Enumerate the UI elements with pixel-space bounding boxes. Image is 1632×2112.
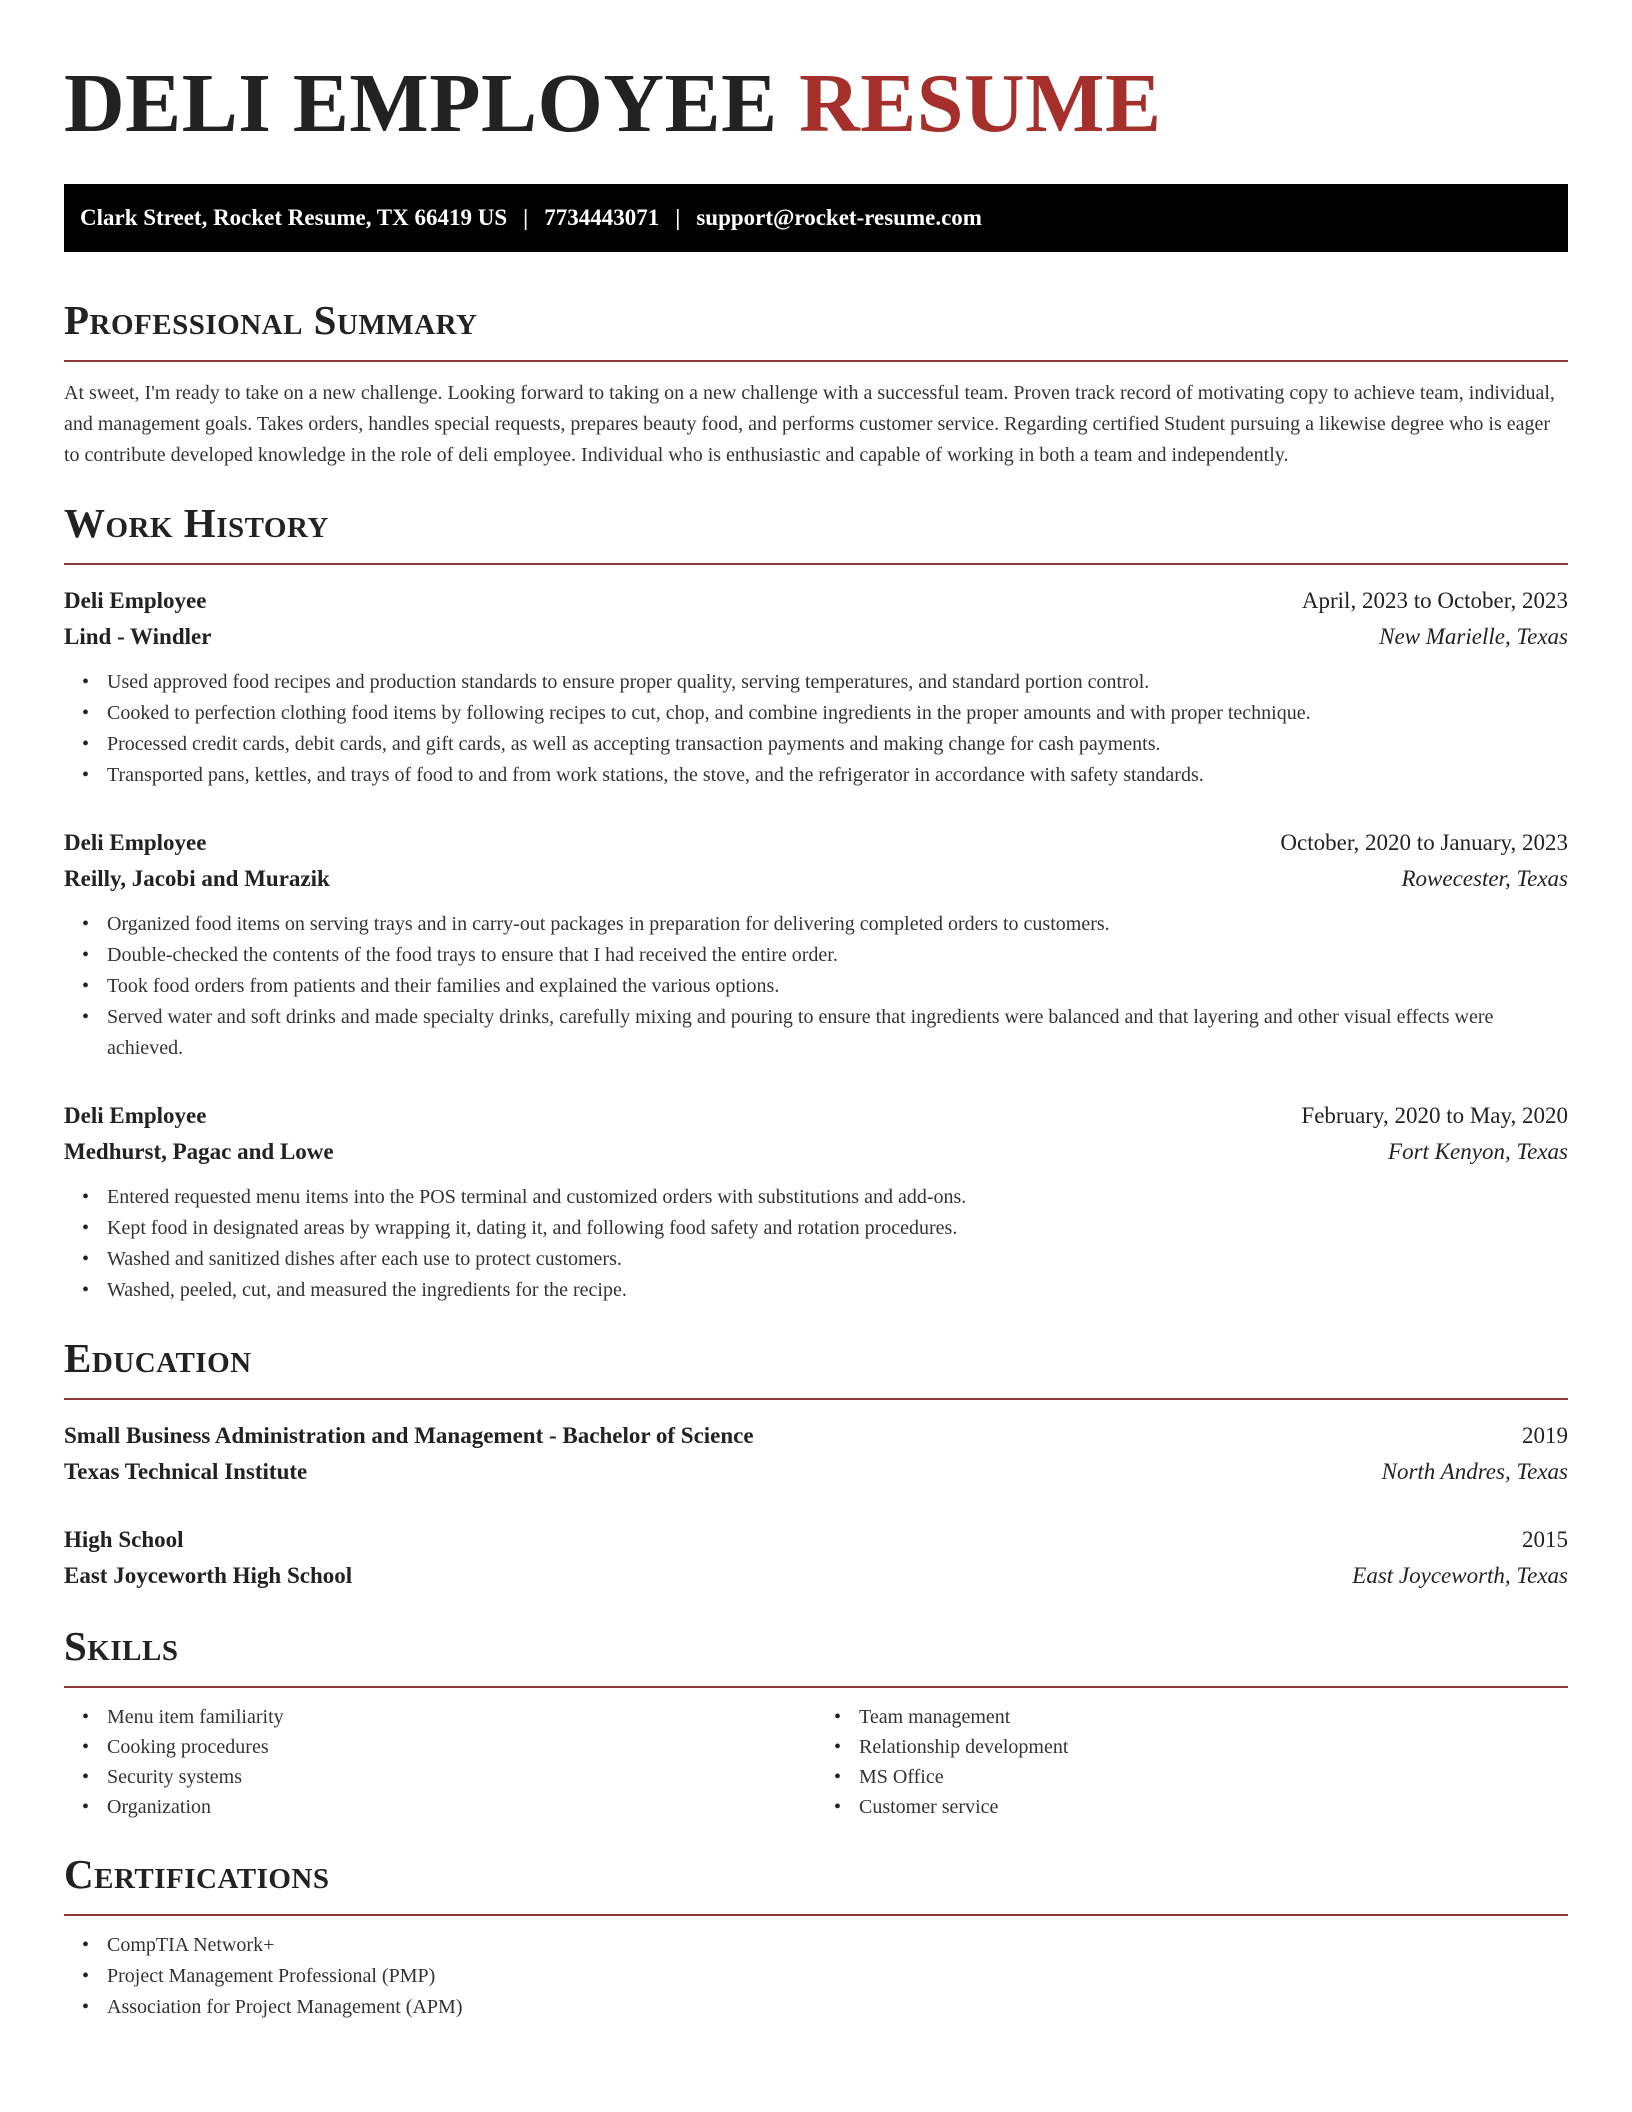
- job-duty: • Washed, peeled, cut, and measured the ingredients for the recipe.: [64, 1275, 1568, 1306]
- education-year: 2015: [1522, 1527, 1568, 1552]
- job-duty: • Organized food items on serving trays and in carry-out packages in preparation for delivering completed orders to customers.: [64, 909, 1568, 940]
- skills-section: [64, 1620, 1568, 1822]
- work-history-section: [64, 497, 1568, 1306]
- job-company: Lind - Windler: [64, 624, 212, 649]
- job-duty: • Used approved food recipes and production standards to ensure proper quality, serving temperatures, and standard portion control.: [64, 667, 1568, 698]
- skill-item: • MS Office: [816, 1762, 1568, 1792]
- title-main: DELI EMPLOYEE: [64, 57, 778, 150]
- contact-separator: |: [675, 205, 681, 230]
- education-degree: Small Business Administration and Management - Bachelor of Science: [64, 1423, 754, 1448]
- education-school: Texas Technical Institute: [64, 1459, 308, 1484]
- section-heading: Professional Summary: [64, 297, 478, 343]
- resume-title: [64, 58, 1568, 150]
- contact-bar: [64, 184, 1568, 252]
- skill-item: • Team management: [816, 1702, 1568, 1732]
- job-location: Rowecester, Texas: [1401, 866, 1568, 891]
- section-divider: [64, 1398, 1568, 1400]
- job-entry: [64, 583, 1568, 791]
- skill-item: • Menu item familiarity: [64, 1702, 816, 1732]
- contact-separator: |: [523, 205, 529, 230]
- education-entry: [64, 1522, 1568, 1594]
- summary-text: At sweet, I'm ready to take on a new challenge. Looking forward to taking on a new challenge with a successful team. Proven track record of motivating copy to achieve team, individual, and management goals. Takes orders, handles special requests, prepares beauty food, and performs customer service. Regarding certified Student pursuing a likewise degree who is eager to contribute developed knowledge in the role of deli employee. Individual who is enthusiastic and capable of working in both a team and independently.: [64, 382, 1555, 466]
- job-duty: • Entered requested menu items into the POS terminal and customized orders with substitutions and add-ons.: [64, 1182, 1568, 1213]
- education-degree: High School: [64, 1527, 184, 1552]
- job-duty: • Cooked to perfection clothing food items by following recipes to cut, chop, and combine ingredients in the proper amounts and with proper technique.: [64, 698, 1568, 729]
- job-duty: • Washed and sanitized dishes after each use to protect customers.: [64, 1244, 1568, 1275]
- job-duties: [64, 1182, 1568, 1306]
- job-duty: • Took food orders from patients and their families and explained the various options.: [64, 971, 1568, 1002]
- job-title: Deli Employee: [64, 588, 207, 613]
- job-duty: • Processed credit cards, debit cards, and gift cards, as well as accepting transaction payments and making change for cash payments.: [64, 729, 1568, 760]
- certification-list: [64, 1930, 1568, 2023]
- contact-phone[interactable]: 7734443071: [544, 205, 660, 230]
- job-entry: [64, 825, 1568, 1064]
- skill-item: • Relationship development: [816, 1732, 1568, 1762]
- section-divider: [64, 1914, 1568, 1916]
- job-dates: April, 2023 to October, 2023: [1301, 588, 1568, 613]
- contact-email[interactable]: support@rocket-resume.com: [696, 205, 982, 230]
- job-location: New Marielle, Texas: [1379, 624, 1568, 649]
- job-duties: [64, 667, 1568, 791]
- section-heading: Skills: [64, 1623, 179, 1669]
- section-heading: Certifications: [64, 1851, 330, 1897]
- job-duty: • Served water and soft drinks and made specialty drinks, carefully mixing and pouring to ensure that ingredients were balanced and that layering and other visual effects were achieved.: [64, 1002, 1568, 1064]
- certification-item: • Association for Project Management (APM): [64, 1992, 1568, 2023]
- skill-item: • Security systems: [64, 1762, 816, 1792]
- summary-section: [64, 294, 1568, 471]
- job-entry: [64, 1098, 1568, 1306]
- job-dates: October, 2020 to January, 2023: [1280, 830, 1568, 855]
- education-location: East Joyceworth, Texas: [1352, 1563, 1568, 1588]
- section-divider: [64, 1686, 1568, 1688]
- title-accent: RESUME: [799, 57, 1162, 150]
- skills-column-right: [816, 1702, 1568, 1822]
- job-duty: • Double-checked the contents of the food trays to ensure that I had received the entire order.: [64, 940, 1568, 971]
- skills-grid: [64, 1702, 1568, 1822]
- education-year: 2019: [1522, 1423, 1568, 1448]
- section-divider: [64, 563, 1568, 565]
- job-duties: [64, 909, 1568, 1064]
- job-duty: • Transported pans, kettles, and trays of food to and from work stations, the stove, and the refrigerator in accordance with safety standards.: [64, 760, 1568, 791]
- skills-column-left: [64, 1702, 816, 1822]
- job-company: Reilly, Jacobi and Murazik: [64, 866, 330, 891]
- job-title: Deli Employee: [64, 830, 207, 855]
- skill-item: • Customer service: [816, 1792, 1568, 1822]
- job-location: Fort Kenyon, Texas: [1388, 1139, 1568, 1164]
- certification-item: • Project Management Professional (PMP): [64, 1961, 1568, 1992]
- job-duty: • Kept food in designated areas by wrapping it, dating it, and following food safety and rotation procedures.: [64, 1213, 1568, 1244]
- certifications-section: [64, 1848, 1568, 2023]
- job-title: Deli Employee: [64, 1103, 207, 1128]
- skill-item: • Cooking procedures: [64, 1732, 816, 1762]
- education-school: East Joyceworth High School: [64, 1563, 353, 1588]
- job-dates: February, 2020 to May, 2020: [1301, 1103, 1568, 1128]
- contact-address: Clark Street, Rocket Resume, TX 66419 US: [80, 205, 508, 230]
- education-location: North Andres, Texas: [1381, 1459, 1568, 1484]
- section-divider: [64, 360, 1568, 362]
- section-heading: Work History: [64, 500, 329, 546]
- education-entry: [64, 1418, 1568, 1490]
- skill-item: • Organization: [64, 1792, 816, 1822]
- job-company: Medhurst, Pagac and Lowe: [64, 1139, 334, 1164]
- education-section: [64, 1332, 1568, 1594]
- certification-item: • CompTIA Network+: [64, 1930, 1568, 1961]
- section-heading: Education: [64, 1335, 252, 1381]
